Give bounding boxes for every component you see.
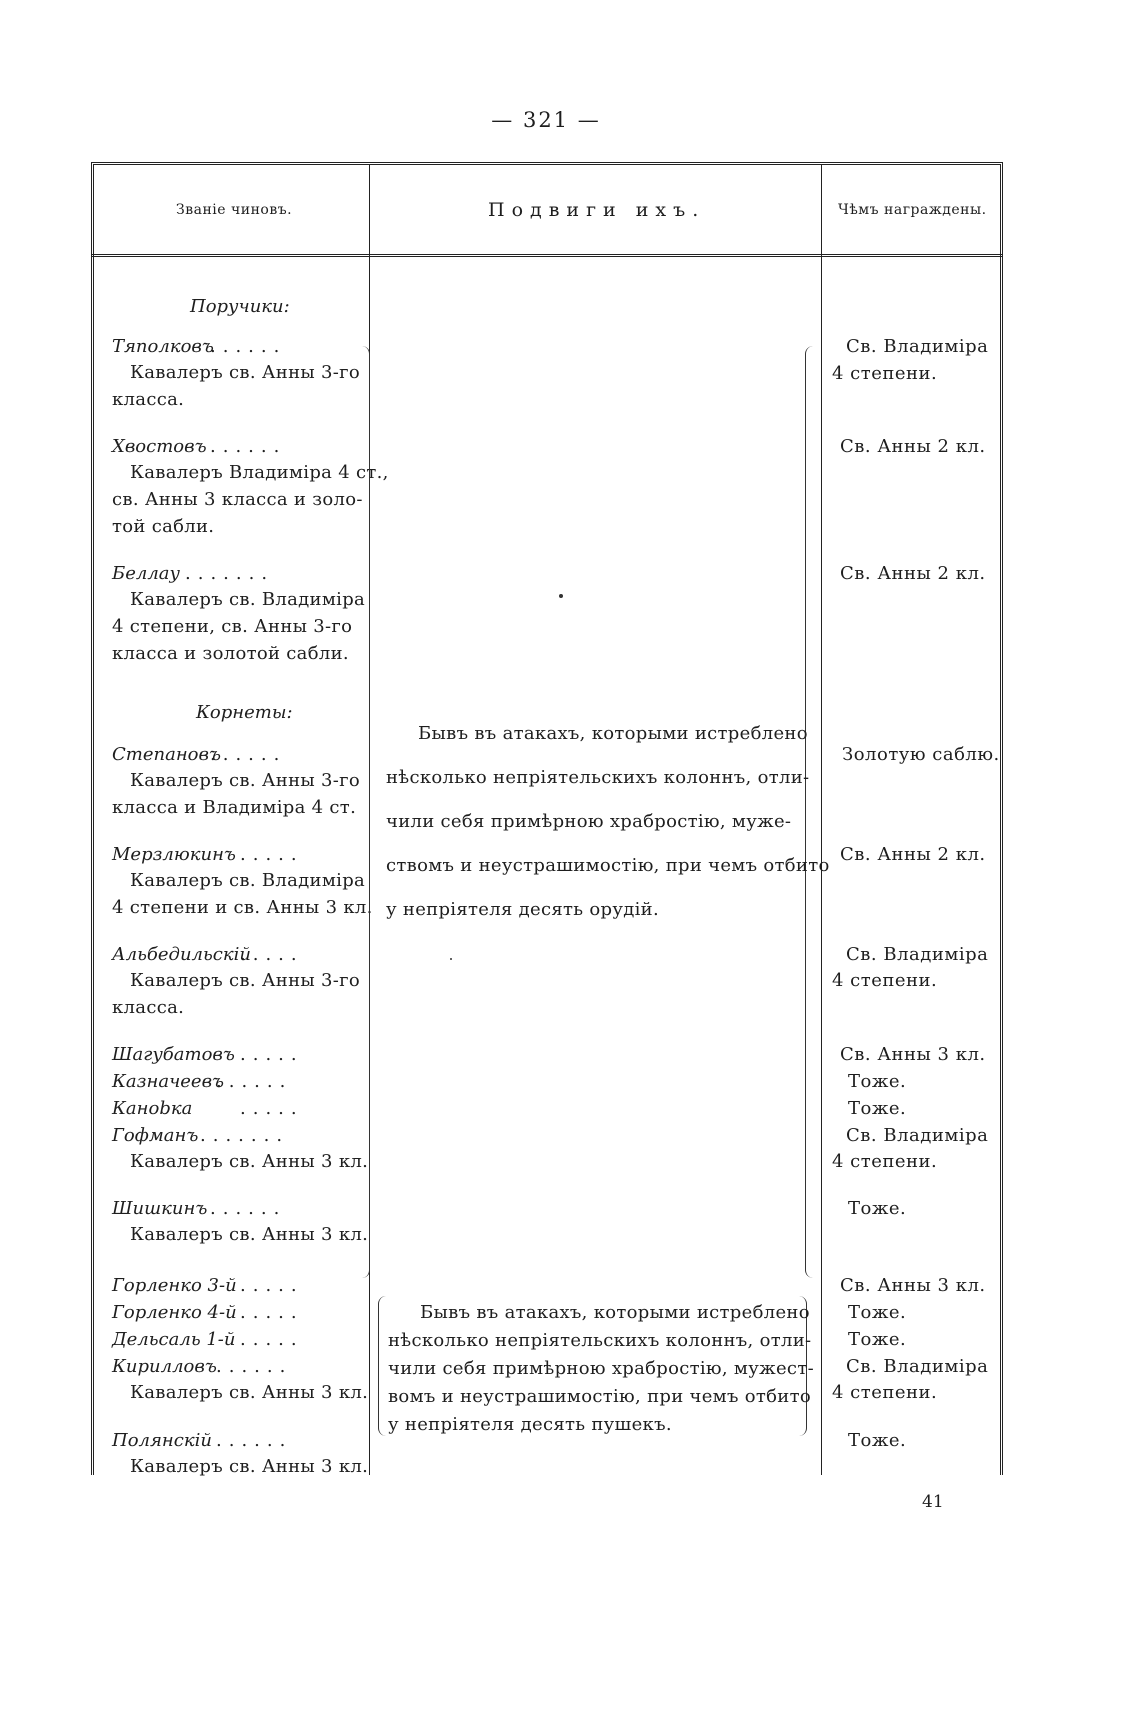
officer-detail: той сабли. bbox=[112, 516, 215, 537]
officer-detail: Кавалеръ св. Анны 3 кл. bbox=[130, 1382, 369, 1403]
deed-text: у непріятеля десять пушекъ. bbox=[388, 1414, 672, 1435]
officer-name: Альбедильскій bbox=[112, 944, 251, 965]
officer-name: Горленко 3-й bbox=[112, 1275, 237, 1296]
officer-detail: 4 степени, св. Анны 3-го bbox=[112, 616, 353, 637]
scan-speck bbox=[559, 594, 563, 598]
award-text: Тоже. bbox=[848, 1198, 907, 1219]
award-text: Золотую саблю. bbox=[842, 744, 1000, 765]
award-text: Тоже. bbox=[848, 1098, 907, 1119]
deed-text: Бывъ въ атакахъ, которыми истреблено bbox=[418, 723, 808, 744]
officer-detail: класса и золотой сабли. bbox=[112, 643, 349, 664]
page-number: — 321 — bbox=[491, 108, 601, 132]
leader-dots: ...... bbox=[216, 1430, 293, 1451]
officer-name: Дельсаль 1-й bbox=[112, 1329, 236, 1350]
leader-dots: ..... bbox=[240, 1302, 304, 1323]
officer-detail: Кавалеръ св. Анны 3-го bbox=[130, 970, 361, 991]
brace-left-group1 bbox=[361, 346, 370, 1278]
officer-detail: Кавалеръ Владиміра 4 ст., bbox=[130, 462, 389, 483]
header-deeds: Подвиги ихъ. bbox=[488, 199, 706, 221]
leader-dots: ...... bbox=[216, 1356, 293, 1377]
leader-dots: ..... bbox=[240, 1275, 304, 1296]
award-text: 4 степени. bbox=[832, 363, 938, 384]
award-text: Св. Анны 2 кл. bbox=[840, 844, 986, 865]
leader-dots: ....... bbox=[185, 563, 275, 584]
leader-dots: ..... bbox=[240, 1329, 304, 1350]
header-rank: Званіе чиновъ. bbox=[176, 202, 293, 218]
scan-speck bbox=[450, 958, 452, 960]
officer-name: Гофманъ bbox=[112, 1125, 199, 1146]
deed-text: у непріятеля десять орудій. bbox=[386, 899, 659, 920]
award-text: Св. Владиміра bbox=[846, 336, 989, 357]
leader-dots: ..... bbox=[240, 844, 304, 865]
header-awards: Чѣмъ награждены. bbox=[838, 202, 987, 218]
award-text: Тоже. bbox=[848, 1071, 907, 1092]
award-text: 4 степени. bbox=[832, 970, 938, 991]
officer-detail: Кавалеръ св. Владиміра bbox=[130, 589, 366, 610]
leader-dots: ..... bbox=[240, 1098, 304, 1119]
award-text: 4 степени. bbox=[832, 1151, 938, 1172]
officer-detail: Кавалеръ св. Владиміра bbox=[130, 870, 366, 891]
officer-name: Мерзлюкинъ bbox=[112, 844, 236, 865]
officer-name: Горленко 4-й bbox=[112, 1302, 237, 1323]
award-text: Св. Владиміра bbox=[846, 1356, 989, 1377]
officer-name: Казначеевъ bbox=[112, 1071, 225, 1092]
officer-name: Беллау bbox=[112, 563, 180, 584]
deed-text: чили себя примѣрною храбростію, мужест- bbox=[388, 1358, 814, 1379]
deed-text: нѣсколько непріятельскихъ колоннъ, отли- bbox=[388, 1330, 812, 1351]
leader-dots: ..... bbox=[240, 1044, 304, 1065]
officer-detail: Кавалеръ св. Анны 3-го bbox=[130, 362, 361, 383]
deed-text: нѣсколько непріятельскихъ колоннъ, отли- bbox=[386, 767, 810, 788]
leader-dots: ....... bbox=[200, 1125, 290, 1146]
award-text: Св. Анны 2 кл. bbox=[840, 436, 986, 457]
section-title: Поручики: bbox=[190, 296, 290, 317]
leader-dots: ...... bbox=[210, 436, 287, 457]
award-text: Св. Владиміра bbox=[846, 944, 989, 965]
column-rule-right bbox=[821, 164, 822, 1475]
officer-detail: класса. bbox=[112, 997, 185, 1018]
officer-detail: Кавалеръ св. Анны 3 кл. bbox=[130, 1151, 369, 1172]
officer-detail: класса. bbox=[112, 389, 185, 410]
award-text: Тоже. bbox=[848, 1329, 907, 1350]
leader-dots: ...... bbox=[210, 336, 287, 357]
award-text: Св. Владиміра bbox=[846, 1125, 989, 1146]
officer-name: Шишкинъ bbox=[112, 1198, 208, 1219]
section-title: Корнеты: bbox=[196, 702, 293, 723]
officer-detail: 4 степени и св. Анны 3 кл. bbox=[112, 897, 373, 918]
officer-name: Каноbка bbox=[112, 1098, 193, 1119]
leader-dots: ..... bbox=[240, 944, 304, 965]
award-text: 4 степени. bbox=[832, 1382, 938, 1403]
officer-name: Полянскій bbox=[112, 1430, 212, 1451]
officer-name: Кирилловъ bbox=[112, 1356, 217, 1377]
officer-name: Хвостовъ bbox=[112, 436, 207, 457]
officer-detail: Кавалеръ св. Анны 3 кл. bbox=[130, 1224, 369, 1245]
award-text: Св. Анны 2 кл. bbox=[840, 563, 986, 584]
award-text: Св. Анны 3 кл. bbox=[840, 1044, 986, 1065]
brace-left-group2 bbox=[378, 1296, 387, 1436]
header-rule bbox=[91, 254, 1003, 257]
leader-dots: ...... bbox=[216, 1071, 293, 1092]
officer-detail: Кавалеръ св. Анны 3-го bbox=[130, 770, 361, 791]
signature-mark: 41 bbox=[922, 1492, 944, 1512]
brace-right-group1 bbox=[805, 346, 814, 1278]
officer-detail: Кавалеръ св. Анны 3 кл. bbox=[130, 1456, 369, 1477]
award-text: Св. Анны 3 кл. bbox=[840, 1275, 986, 1296]
award-text: Тоже. bbox=[848, 1302, 907, 1323]
deed-text: ствомъ и неустрашимостію, при чемъ отбито bbox=[386, 855, 830, 876]
leader-dots: ...... bbox=[210, 744, 287, 765]
officer-name: Тяполковъ bbox=[112, 336, 214, 357]
officer-name: Шагубатовъ bbox=[112, 1044, 235, 1065]
officer-detail: св. Анны 3 класса и золо- bbox=[112, 489, 363, 510]
officer-detail: класса и Владиміра 4 ст. bbox=[112, 797, 357, 818]
deed-text: Бывъ въ атакахъ, которыми истреблено bbox=[420, 1302, 810, 1323]
deed-text: чили себя примѣрною храбростію, муже- bbox=[386, 811, 792, 832]
award-text: Тоже. bbox=[848, 1430, 907, 1451]
deed-text: вомъ и неустрашимостію, при чемъ отбито bbox=[388, 1386, 811, 1407]
officer-name: Степановъ bbox=[112, 744, 221, 765]
leader-dots: ...... bbox=[210, 1198, 287, 1219]
